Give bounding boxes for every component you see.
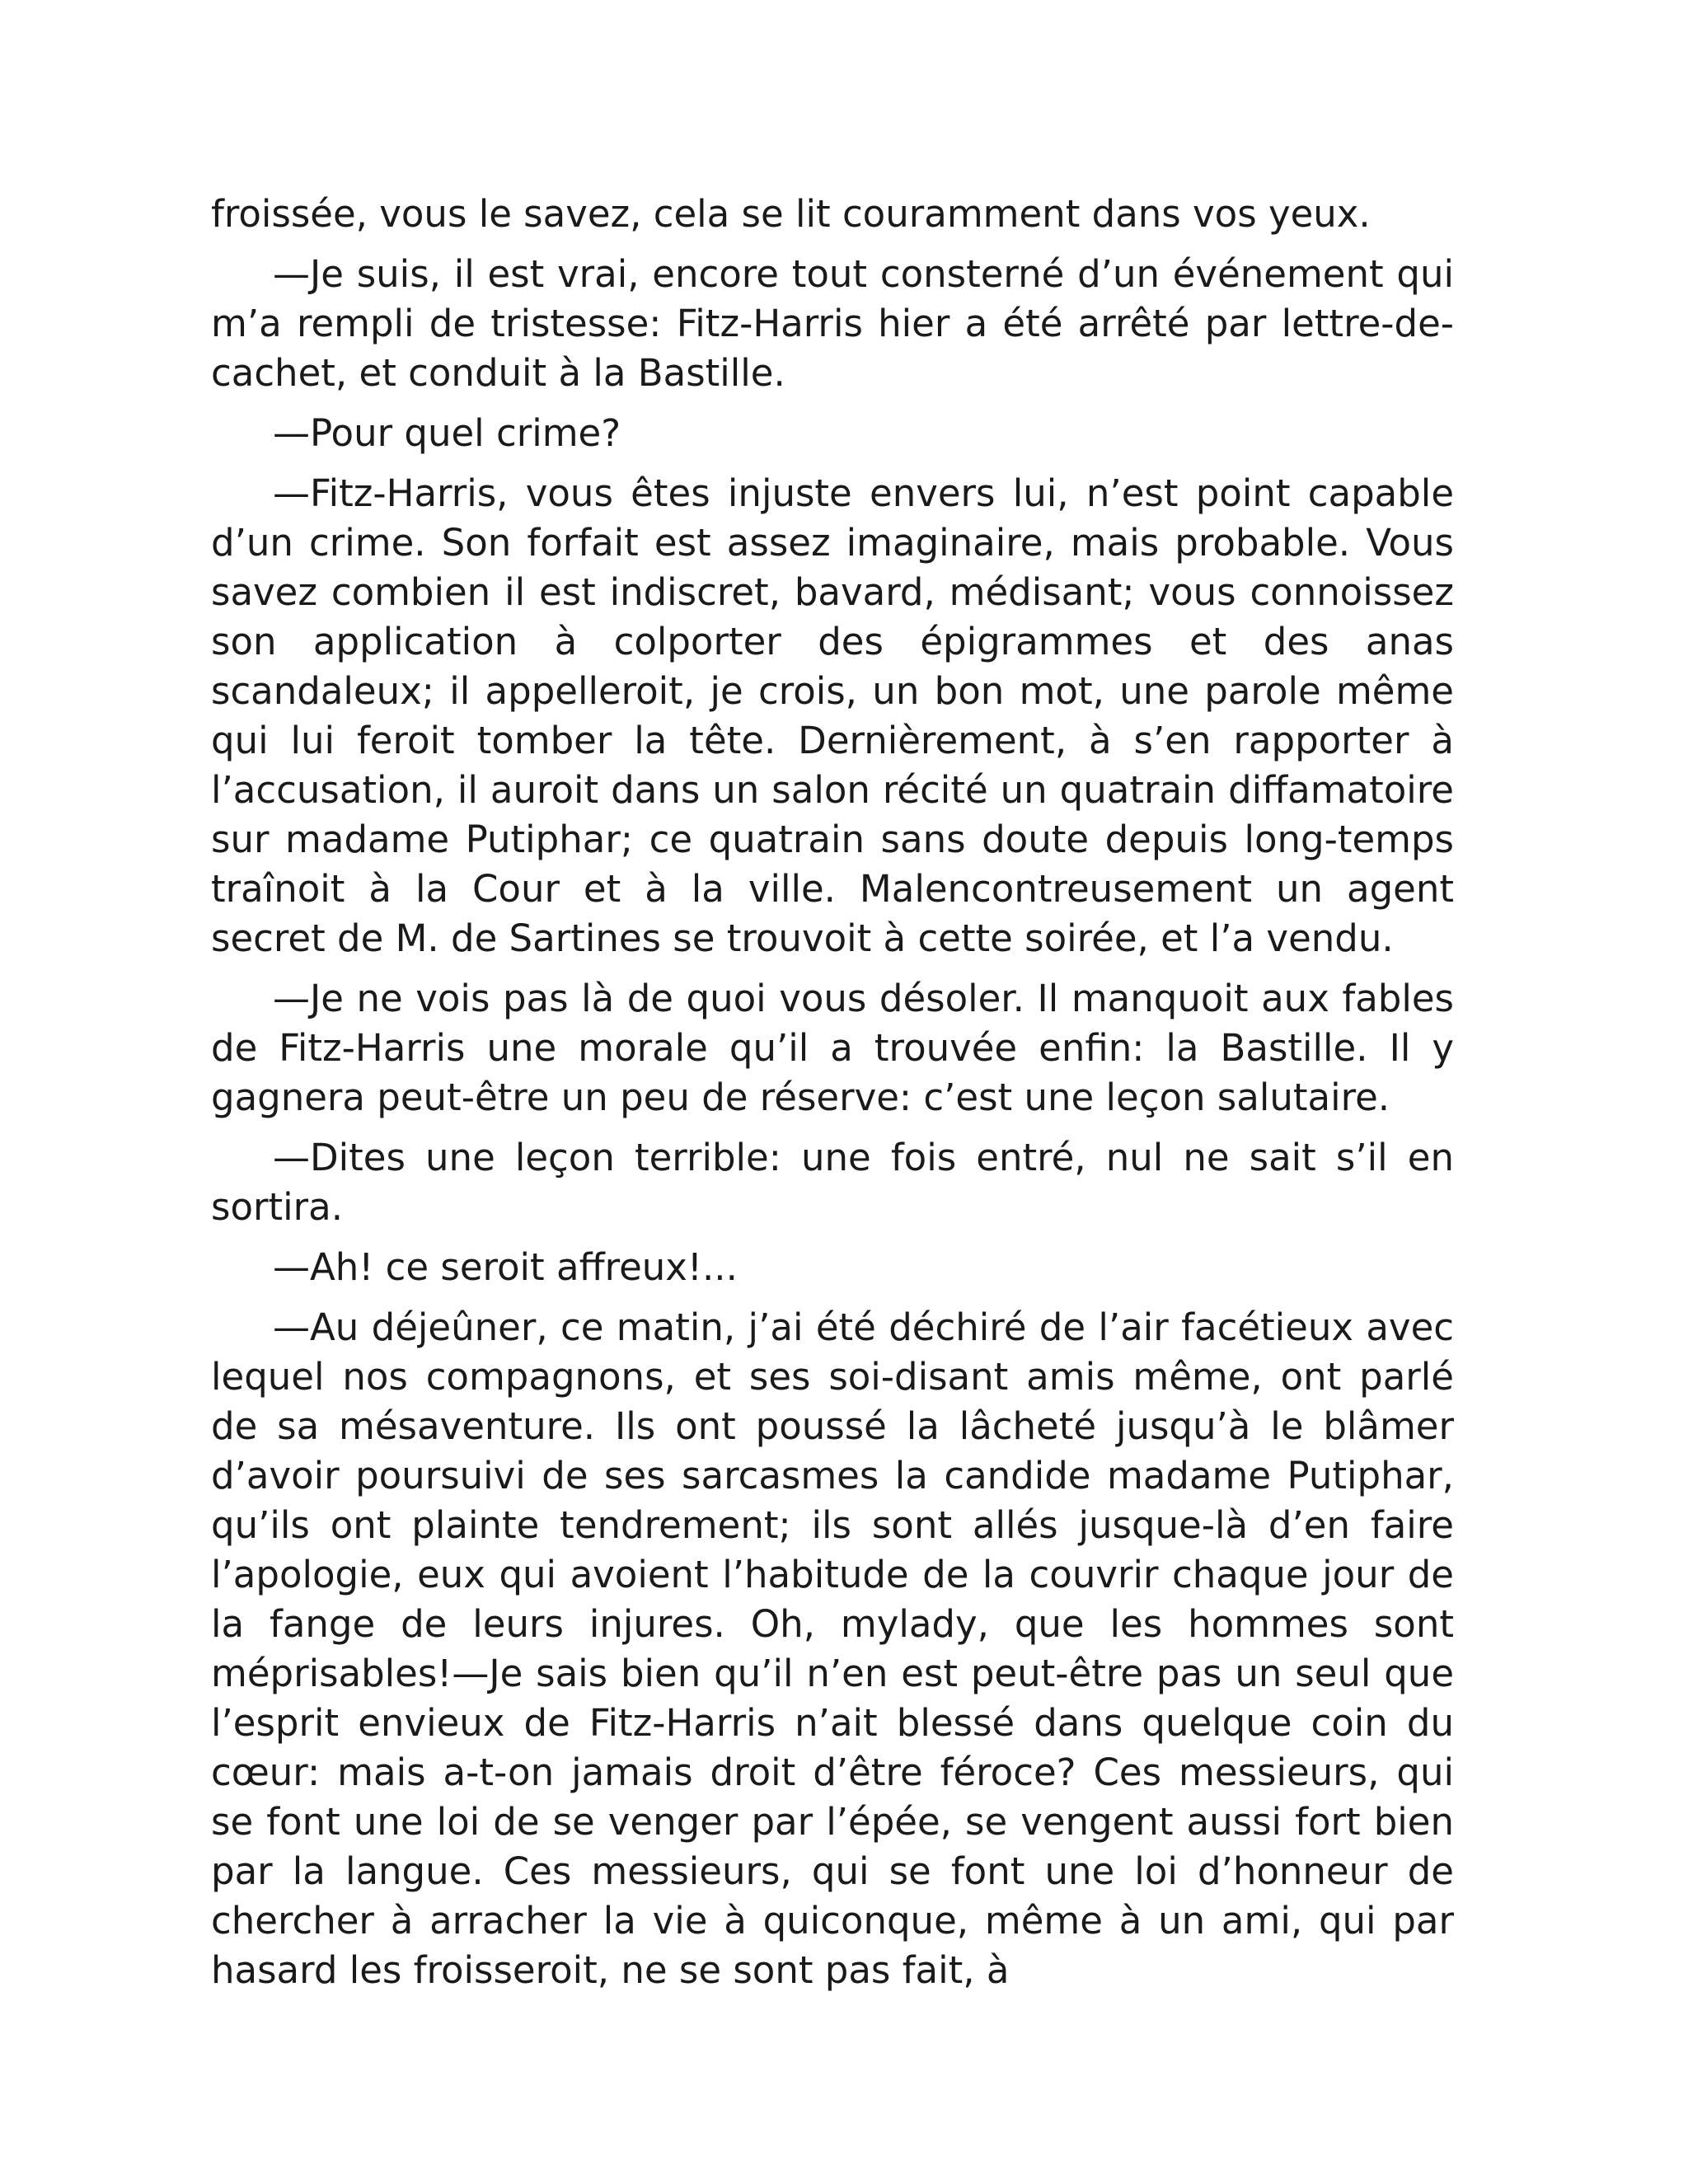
paragraph-3: —Pour quel crime?: [273, 411, 621, 455]
paragraph-1: froissée, vous le savez, cela se lit couramment dans vos yeux.: [211, 192, 1371, 236]
paragraph-2: —Je suis, il est vrai, encore tout consterné d’un événement qui m’a rempli de tristesse: Fitz-Harris hier a été arrêté par lettre-de-cachet, et conduit à la Bastille.: [211, 252, 1454, 395]
paragraph-5: —Je ne vois pas là de quoi vous désoler. Il manquoit aux fables de Fitz-Harris une morale qu’il a trouvée enfin: la Bastille. Il y gagnera peut-être un peu de réserve: c’est une leçon salutaire.: [211, 977, 1454, 1119]
paragraph-4: —Fitz-Harris, vous êtes injuste envers lui, n’est point capable d’un crime. Son forfait est assez imaginaire, mais probable. Vous savez combien il est indiscret, bavard, médisant; vous connoissez son application à colporter des épigrammes et des anas scandaleux; il appelleroit, je crois, un bon mot, une parole même qui lui feroit tomber la tête. Dernièrement, à s’en rapporter à l’accusation, il auroit dans un salon récité un quatrain diffamatoire sur madame Putiphar; ce quatrain sans doute depuis long-temps traînoit à la Cour et à la ville. Malencontreusement un agent secret de M. de Sartines se trouvoit à cette soirée, et l’a vendu.: [211, 471, 1454, 960]
page-text: [211, 190, 1454, 2006]
paragraph-8: —Au déjeûner, ce matin, j’ai été déchiré de l’air facétieux avec lequel nos compagnons, et ses soi-disant amis même, ont parlé de sa mésaventure. Ils ont poussé la lâcheté jusqu’à le blâmer d’avoir poursuivi de ses sarcasmes la candide madame Putiphar, qu’ils ont plainte tendrement; ils sont allés jusque-là d’en faire l’apologie, eux qui avoient l’habitude de la couvrir chaque jour de la fange de leurs injures. Oh, mylady, que les hommes sont méprisables!—Je sais bien qu’il n’en est peut-être pas un seul que l’esprit envieux de Fitz-Harris n’ait blessé dans quelque coin du cœur: mais a-t-on jamais droit d’être féroce? Ces messieurs, qui se font une loi de se venger par l’épée, se vengent aussi fort bien par la langue. Ces messieurs, qui se font une loi d’honneur de chercher à arracher la vie à quiconque, même à un ami, qui par hasard les froisseroit, ne se sont pas fait, à: [211, 1305, 1454, 1992]
paragraph-7: —Ah! ce seroit affreux!...: [273, 1245, 738, 1289]
paragraph-6: —Dites une leçon terrible: une fois entré, nul ne sait s’il en sortira.: [211, 1136, 1454, 1229]
